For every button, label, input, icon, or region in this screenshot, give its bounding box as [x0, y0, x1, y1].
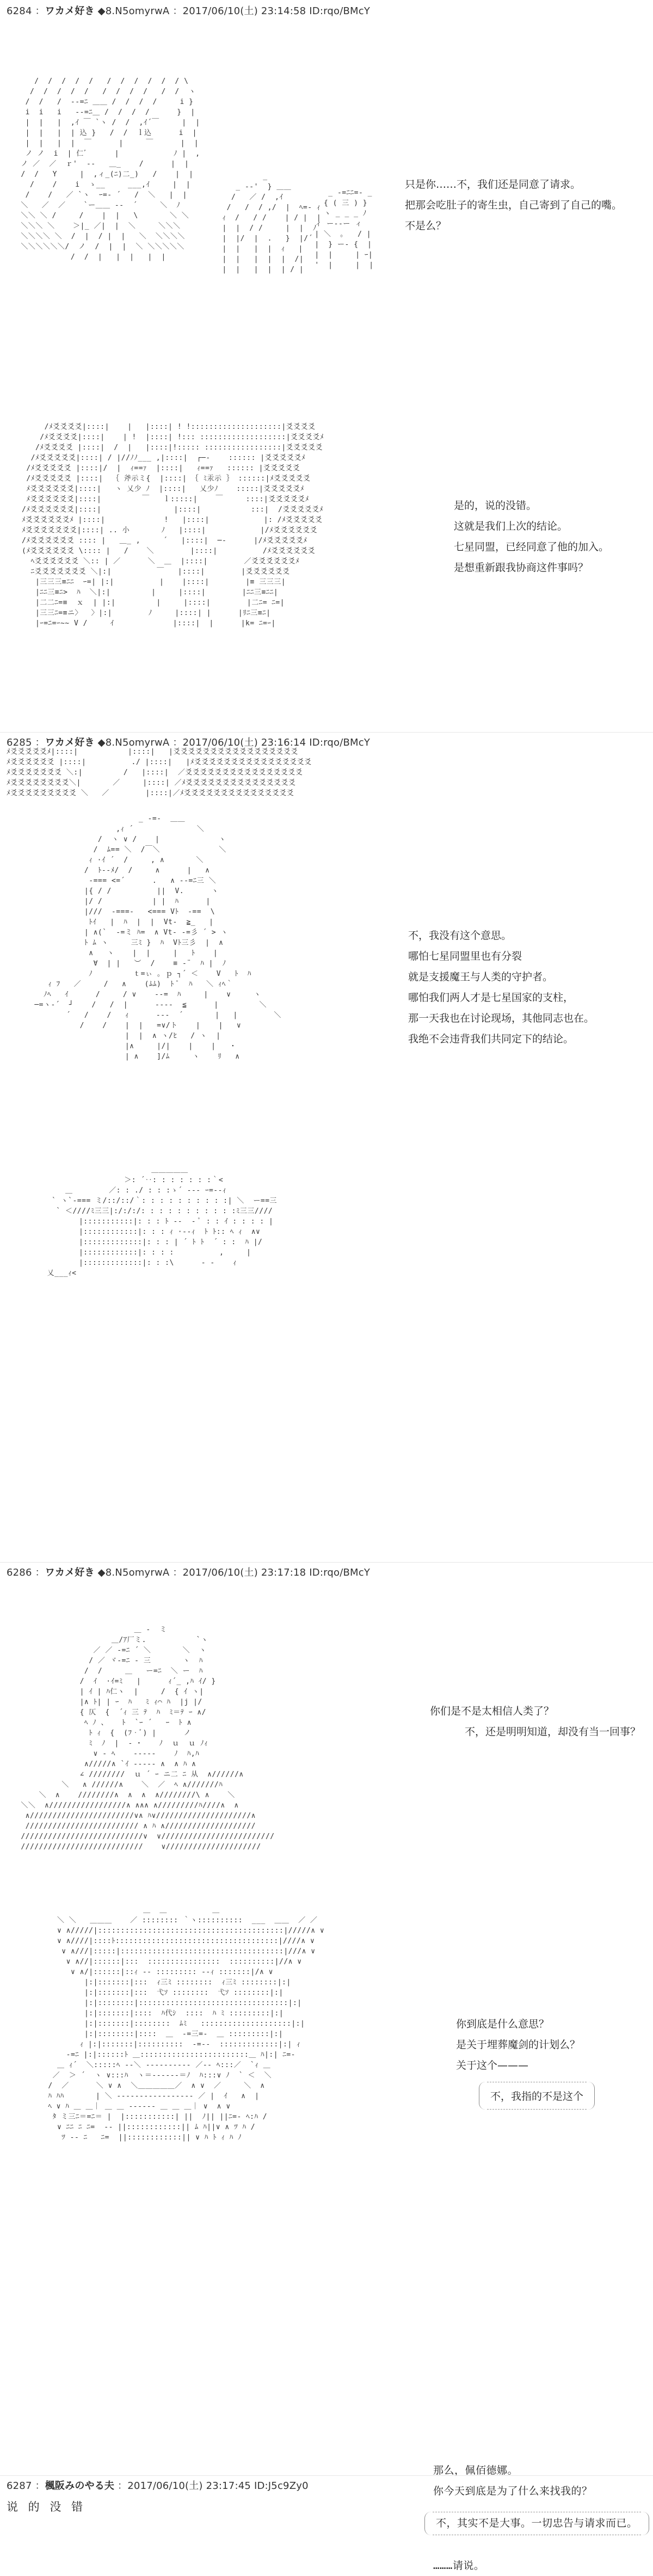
speech-bubble — [479, 2082, 595, 2110]
post-header: 6286 ：ワカメ好き ◆8.N5omyrwA ：2017/06/10(土) 23:17:18 ID:rqo/BMcY — [7, 1567, 371, 1578]
dialog-line: 是关于埋葬魔剑的计划么？ — [456, 2039, 581, 2051]
dialog-line: 你今天到底是为了什么来找我的？ — [433, 2485, 593, 2497]
dialog-line: 你们是不是太相信人类了？ — [430, 1705, 555, 1717]
post-date: 2017/06/10(土) 23:16:14 — [182, 737, 306, 748]
poster-name: ワカメ好き — [45, 1567, 95, 1578]
dialog-line: 不，我没有这个意思。 — [408, 930, 512, 942]
dialog-line: 那一天我也在讨论现场，其他同志也在。 — [408, 1012, 595, 1024]
post-date: 2017/06/10(土) 23:14:58 — [182, 5, 306, 17]
dialog-line: 七星同盟，已经同意了他的加入。 — [454, 541, 609, 553]
dialog-box — [405, 174, 622, 236]
post-divider — [0, 732, 653, 733]
dialog-line: ………请说。 — [433, 2560, 485, 2572]
haired-man-ascii-art: ＿ - ミ ＿/ｱ厂ミ. `ヽ ／ ／ ‐=ﾆ ´ ＼ ＼ ヽ / ／ ヾ-=ﾆ - 三 ヽ ﾊ / / ＿ ー=ﾆ ＼ ー ﾊ / ｲ ·ｲ=ﾐ | ｨ´_ ,ﾊ ｲ/ } | ｲ | ﾊ仁ヽ | / { ｲ ヽ| |∧ ﾄ| | ｰ ﾊ ﾐ ｨ⌒ ﾊ |j |/ { 仄 { ´ｨ 三 ﾃ ﾊ ﾐ＝ﾃ ｰ ∧/ ﾍ ﾉ 、 ﾄ `ｰ ´ ｰ ﾄ ∧ ﾄ ｨ { (ﾌ•ﾞ) | ノ ﾐ ﾉ | ‐ ･ ﾉ ｕ ｕ ﾉｨ ∨ ‐ ﾍ ‐‐‐-‐ ﾉ ﾊ,ﾊ ∧/////∧ `ｲ ‐‐‐‐‐ ∧ ∧ ﾊ ∧ ∠ //////// ｕ ´ ｰ ニ二 ﾆ 从 ∧//////∧ ＼ ∧ //////∧ ＼ ／ ﾍ ∧///////ﾊ ＼ ∧ ////////∧ ∧ ∧ ∧////////\ ∧ ＼ ＼＼ ∧/////////////////∧ ∧∧∧ ∧/////////ﾊ////∧ ∧ ∧///////////////////////∨∧ ﾊ∨/////////////////////∧ ///////////////////////// ∧ ﾊ ∧//////////////////// ///////////////////////////∨ ∨///////////////////////// /////////////////////////// ∨///////////////////// — [21, 1626, 275, 1851]
dialog-line: 这就是我们上次的结论。 — [454, 520, 568, 532]
dialog-line: 那么，佩佰德娜。 — [433, 2464, 519, 2476]
dialog-line: 是想重新跟我协商这件事吗？ — [454, 562, 589, 574]
post-divider — [0, 2475, 653, 2476]
post-number[interactable]: 6286 — [7, 1567, 32, 1578]
dialog-line: 我绝不会违背我们共同定下的结论。 — [408, 1033, 574, 1045]
post-id[interactable]: ID:rqo/BMcY — [309, 1567, 371, 1578]
dialog-line: 不是么？ — [405, 220, 447, 232]
post-header: 6284 ：ワカメ好き ◆8.N5omyrwA ：2017/06/10(土) 23:14:58 ID:rqo/BMcY — [7, 5, 371, 17]
dialog-line: 哪怕我们两人才是七星国家的支柱， — [408, 992, 574, 1004]
dialog-box — [454, 495, 609, 578]
post-id[interactable]: ID:rqo/BMcY — [309, 737, 371, 748]
dialog-line: 哪怕七星同盟里也有分裂 — [408, 950, 522, 962]
poster-name: 楓阪みのやる夫 — [45, 2480, 115, 2492]
post-date: 2017/06/10(土) 23:17:18 — [182, 1567, 306, 1578]
dialog-box — [430, 1701, 640, 1742]
dialog-box — [433, 2555, 484, 2576]
poster-name: ワカメ好き — [45, 737, 95, 748]
speech-bubble — [424, 2512, 649, 2535]
bubble-text: 不，其实不是大事。一切忠告与请求而已。 — [436, 2517, 638, 2529]
robed-elder-top-ascii-art: ﾒ爻爻爻爻爻ﾒ|::::| |::::| |爻爻爻爻爻爻爻爻爻爻爻爻爻爻爻爻爻 ﾒ爻爻爻爻爻爻 |::::| ./ |::::| |ﾒ爻爻爻爻爻爻爻爻爻爻爻爻爻爻爻爻 ﾒ爻爻爻爻爻爻爻 ＼:| / |::::| ／爻爻爻爻爻爻爻爻爻爻爻爻爻爻爻爻 ﾒ爻爻爻爻爻爻爻爻＼| ／ |::::| ／ﾒ爻爻爻爻爻爻爻爻爻爻爻爻爻爻爻 ﾒ爻爻爻爻爻爻爻爻爻 ＼ ／ |::::|／ﾒ爻爻爻爻爻爻爻爻爻爻爻爻爻爻爻 — [7, 748, 312, 797]
post-id[interactable]: ID:J5c9Zy0 — [254, 2480, 309, 2492]
dialog-line: 不，还是明明知道，却没有当一回事？ — [465, 1726, 641, 1738]
hooded-mage-ascii-art: ＿＿＿＿＿ ＞: ´‥: : : : : : :｀< ＿ ／: : ./ : : :ゝ´ ‐‐‐ ｰ=‐-ｨ ` ヽ`‐=== ミ/::/::/｀: : : : : : : : : :| ＼ ー==三 ` ＜////ﾐ三三|:/:/:/: : : : : : : : : : :ﾐ三三//// |:::::::::::|: : : ﾄ -‐ ‐ ﾟ : : ｲ : : : : | |::::::::::::|: : : ｨ ·-‐ｨ ﾄ ﾄ:: ﾍ ｨ ∧∨ |:::::::::::::|: : : | ´ ﾄ ﾄ ´ : : ﾊ |/ |::::::::::::|: : : : , | |:::::::::::::|: : :\ ‐ ‐ ｨ 乂___ｨ< 那么，佩佰德娜。 你今天到底是为了什么来找我的？ 不，其实不是大事。一切忠告与请求而已。 ………请说。 — [38, 1165, 277, 1320]
post-body: 说 的 没 错 — [7, 2500, 87, 2513]
dialog-line: 只是你……不，我们还是同意了请求。 — [405, 179, 581, 190]
dialog-line: 关于这个——— — [456, 2059, 529, 2071]
poster-trip: ◆8.N5omyrwA — [97, 737, 170, 748]
bubble-text: 不，我指的不是这个 — [490, 2091, 584, 2102]
dialog-line: 把那会吃肚子的寄生虫，自己寄到了自己的嘴。 — [405, 199, 623, 211]
post-date: 2017/06/10(土) 23:17:45 — [127, 2480, 251, 2492]
armored-man-ascii-art: _ -=‐ ＿＿ ,ｨ ´ ＼ / ヽ ∨ / | ヽ / ﾑ== ＼ /￣＼ ＼ ｨ ·ｲ ´ / , ∧ ＼ / ﾄ--ﾒ/ / ∧ | ∧ ‐=== <=´ . ∧ ‐-=ﾆ三 ＼ |{ / / || V. ヽ |/ / | | ﾊ | |/// ‐===‐ <=== Vﾄ ‐== \ ﾄｲ | ﾊ | | Vt- ≧_ | | ∧(` ‐=ミ ﾊ= ∧ Vt- ‐=彡 ´ > ヽ ﾄ ﾑ ヽ 三ﾐ } ﾊ Vﾄ三彡 | ∧ ∧ ヽ | | | ﾄ | ∀ | | ︶ / ≡ -¨ ﾊ | ﾉ ﾉ ｔ=ぃ ｡ ｐ ┐´ ＜ V ﾄ ﾊ ｨ ﾌ ／ / ∧ (ﾑﾑ) ﾄ ﾟ ﾊ ＼ ｨﾍ｀ ﾉﾍ ｲ / / ∨ ‐-= ﾊ | ∨ ヽ ─=ヽ‐´ ┘ / / | ‐‐-- ≦ | ＼ ´ / / ｨ ‐-‐ ´ | | ＼ / / | | =∨/ト | | ∨ | | ∧ ヽ/ﾋ / ヽ | |∧ |/| | | ・ | ∧ ]/ﾑ ヽ ﾘ ∧ — [34, 815, 281, 1061]
robed-elder-ascii-art: /ﾒ爻爻爻爻|::::| | |::::| ! !::::::::::::::::::::|爻爻爻爻 /ﾒ爻爻爻爻|::::| | ! |::::| !::: :::::::::::::::::::|爻爻爻爻ﾒ /ﾒ爻爻爻爻 |::::| / | |::::|!::::: :::::::::::::::::|爻爻爻爻爻 /ﾒ爻爻爻爻爻|::::| / |//ﾉﾉ___ ,|::::| ┌─‐ :::::: |爻爻爻爻爻ﾒ /ﾒ爻爻爻爻爻 |::::|/ | ｨ==ｧ |::::| ｨ==ｧ :::::: |爻爻爻爻爻 /ﾒ爻爻爻爻爻 |::::| ｛ 斧示ミ{ |::::| ｛ ﾐ汞示 ｝ ::::::|ﾒ爻爻爻爻爻 ﾒ爻爻爻爻爻爻|::::| ヽ 乂少 ﾉ |::::| 乂少ﾉ :::::|爻爻爻爻爻ﾒ ﾒ爻爻爻爻爻爻|::::| ￣ ｌ:::::| ￣ ::::|爻爻爻爻爻ﾒ /ﾒ爻爻爻爻爻爻|::::| |::::| :::| /爻爻爻爻爻ﾒ ﾒ爻爻爻爻爻爻ﾒ |::::| ! |::::| |: /ﾒ爻爻爻爻爻 ﾒ爻爻爻爻爻爻爻|::::| .. 小 ﾉ |::::| |/ﾒ爻爻爻爻爻爻 /ﾒ爻爻爻爻爻爻 :::: | ＿_ , ´ |::::| ─- |/ﾒ爻爻爻爻爻ﾒ (ﾒ爻爻爻爻爻爻 \:::: | / ＼ |::::| /ﾒ爻爻爻爻爻爻 ﾍ爻爻爻爻爻爻 ＼:: | ／ ＼ ＿ |::::| ／爻爻爻爻爻爻ﾒ ﾆ爻爻爻爻爻爻爻 ＼|:| ￣ |::::| |爻爻爻爻爻爻 |三三三≡ﾆﾆ ｰ=| |:| | |::::| |≡ 三三三| |ﾆﾆ三≡ﾆ> ﾊ ＼|:| | |::::| |ﾆﾆ三≡ﾆﾆ| |二二ﾆ=≡ ｘ | |:| | |::::| |二ﾆ= ﾆ=| |三三ﾆ=≡ニ〉 〉|:| ﾉ |::::| | |ﾘﾆ三≡ﾆ| |ｰ=ﾆ=ｰ~~ V / ｲ |::::| | |k= ﾆ=ｰ| — [22, 423, 324, 628]
post-header: 6285 ：ワカメ好き ◆8.N5omyrwA ：2017/06/10(土) 23:16:14 ID:rqo/BMcY — [7, 737, 371, 748]
dialog-line: 你到底是什么意思？ — [456, 2018, 550, 2030]
post-number[interactable]: 6287 — [7, 2480, 32, 2492]
poster-name: ワカメ好き — [45, 5, 95, 17]
post-id[interactable]: ID:rqo/BMcY — [309, 5, 371, 17]
dialog-line: 是的，说的没错。 — [454, 500, 537, 512]
post-divider — [0, 1562, 653, 1563]
dialog-box — [433, 2460, 593, 2501]
dialog-box — [408, 925, 594, 1049]
poster-trip: ◆8.N5omyrwA — [97, 5, 170, 17]
dialog-line: 就是支援魔王与人类的守护者。 — [408, 971, 553, 983]
cup-ascii-art: _ ‐=ﾆﾆ=‐ _ { ( 三 ) } ヽ _ _ _ ﾉ ィ ー‐‐ー ィ | ＼ ｡ / | | } ー‐ { | | | | ｰ| ' | | | — [315, 189, 374, 269]
suited-man-ascii-art: / / / / / / / / / / / \ / / / / / / / / / / / ヽ / / / ‐-=ﾆ ＿＿ / / / / i } i i i -‐=ﾆ＿ / / / / } | | | | ,ｲ ￣ `ヽ / / ,ｲ´￣ | | | | | | 込 } / / ｌ込 i | | | | | ￣ | ￣ | | ノ ノ i | 仁ﾞ | ﾉ | , ノ ／ ／ ｒ' ‐- ＿_ / | | / / Y | ,ィ_(ﾆ)二_) / | | / / i ゝ__ ___,ｲ | | / / ／ `ヽ ｰ=‐ ´ / ＼ | | ＼ ／ ／ `ー＿＿ ‐- ´ ＼ ﾉ ＼＼ ＼ / / | | \ ＼ ＼ ＼＼＼ ＼ ＞|_ ／| | ＼ ＼＼＼ ＼＼＼＼ ＼ / | / | | ＼ ＼＼＼＼ ＼＼＼＼＼＼/ ノ / | | ＼ ＼＼＼＼＼ / / | | | | | — [21, 77, 200, 261]
post-number[interactable]: 6285 — [7, 737, 32, 748]
hand-ascii-art: _ _ -‐' } ＿＿ / ／ / ,ｲ / / / ,/ | ﾍ=‐ ｨ ｨ / / / | / | | | | / / | | ﾉ | |/ | . } |/´ | | | | ｨ | | | | | | /| | | | | | / | — [222, 173, 322, 274]
castle-elder-ascii-art: ＿ ＿ ＿ ＼ ＼ ＿＿＿ ／ :::::::: ｀ヽ:::::::::: ___ ＿＿ ／ ／ ∨ ∧/////|:::::::::::::::::::::::::::::::::::::::::|/////∧ ∨ ∨ ∧////|::::ﾄ::::::::::::::::::::::::::::::::::::|////∧ ∨ ∨ ∧///|:::::|::::::::::::::::::::::::::::::::::::|///∧ ∨ ∨ ∧//|::::::|::: :::::::::::::::: ::::::::::|//∧ ∨ ∨ ∧/|::::::|::ｨ ‐- ::::::::: -‐ｨ :::::::|/∧ ∨ |:|:::::::|::: ｨ三ﾐ :::::::: ｨ三ﾐ ::::::::|:| |:|:::::::|::: 弋ｿ :::::::: 弋ｿ ::::::::|:| |:|::::::::|:::::::::::::::::::::::::::::::::|:| |:|:::::::|:::: ﾊ代ｼ :::: ﾊ ﾐ :::::::::|:| |:|:::::::|:::::::: ﾑﾐ ::::::::::::::::::::|:| |:|::::::::|:::: ＿ ‐=三=‐ ＿ :::::::::|:| ｨ |:|:::::::|:::::::::: ‐=‐‐ :::::::::::::|:| ｨ ‐=ﾆ |:|::::::ﾄ ＿::::::::::::::::::::::::＿ ﾊ|:| ﾆ=‐ ＿ ｨ´ ＼:::::ﾍ ‐‐＼ ‐‐‐‐‐‐‐‐‐‐ ／‐‐ ﾍ:::／ `ｨ ＿ ／ ＞ ´ ヽ ∨:::ﾊ ヽ＝‐‐‐‐‐‐＝ﾉ ﾊ:::∨ ﾉ ` ＜ ＼ / ／ ＼ ∨ ∧ ＼＿＿＿＿＿／ ∧ ∨ ／ ＼ ∧ ﾊ ﾊﾊ | ＼ ‐‐‐‐‐‐‐‐‐‐‐‐‐‐‐‐‐ ／ | ｲ ∧ | ﾍ ∨ ﾊ ＿ ＿｜ ＿ ＿ ‐‐‐‐‐‐ ＿ ＿ ＿｜ ∨ ∧ ∨ ﾀ ミ三ﾆ＝=ﾆ＝ | |:::::::::::| || ﾉ|| ||ﾆ=‐ ﾍ:ﾊ / ∨ ﾆﾆ ﾆ ﾆ= ‐‐ ||::::::::::::|| ﾑ ﾊ||∨ ∧ ﾂ ﾊ / ﾂ ‐‐ ﾆ ﾆ= ||::::::::::::|| ∨ ﾊ ﾄ ｨ ﾊ ﾉ — [48, 1906, 325, 2142]
dialog-box — [456, 2014, 580, 2076]
poster-trip: ◆8.N5omyrwA — [97, 1567, 170, 1578]
post-number[interactable]: 6284 — [7, 5, 32, 17]
post-header: 6287 ：楓阪みのやる夫 ：2017/06/10(土) 23:17:45 ID:J5c9Zy0 — [7, 2480, 309, 2492]
